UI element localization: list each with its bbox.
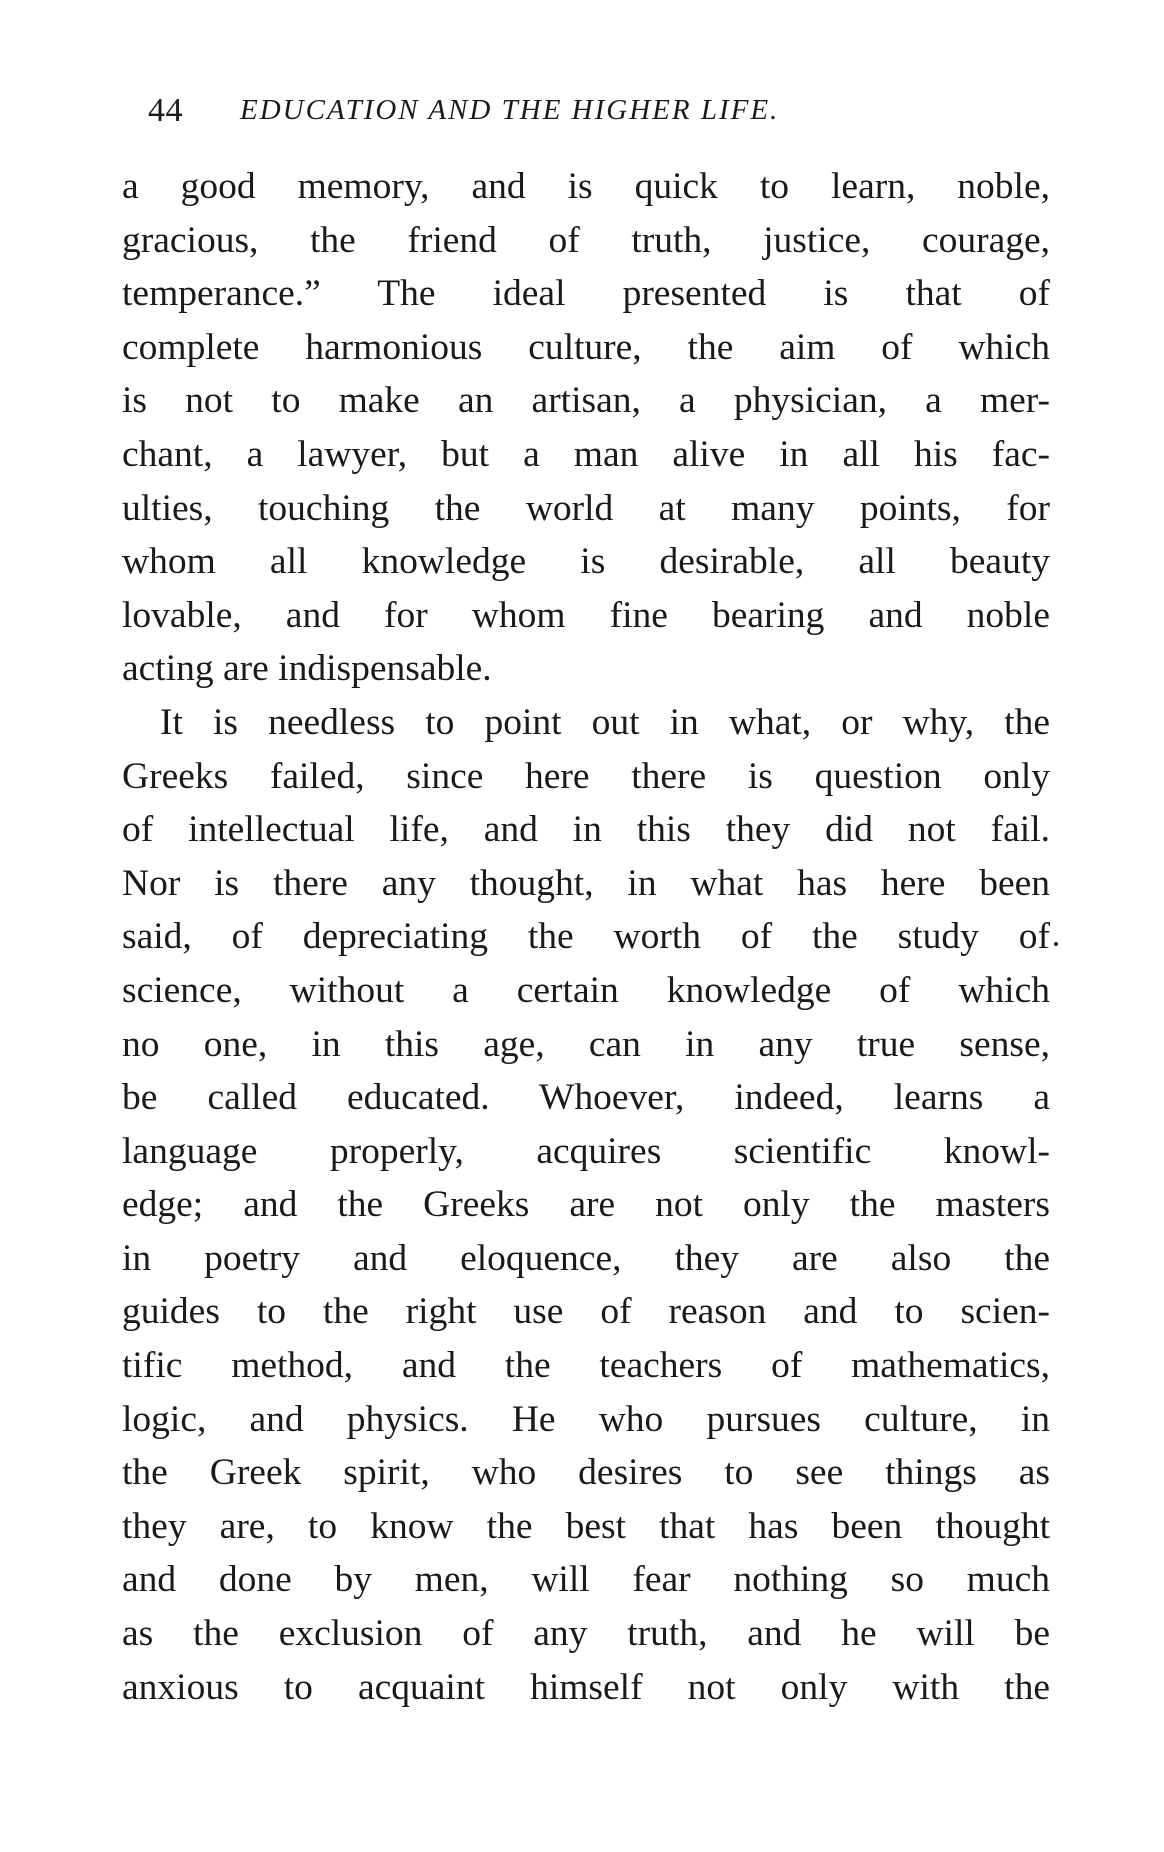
text-line: of intellectual life, and in this they did not fail. xyxy=(122,809,1050,851)
text-line: whom all knowledge is desirable, all beauty xyxy=(122,541,1050,583)
text-line: they are, to know the best that has been thought xyxy=(122,1505,1050,1547)
paragraph-end-line: acting are indispensable. xyxy=(122,648,492,690)
text-line: gracious, the friend of truth, justice, courage, xyxy=(122,219,1050,261)
text-line: no one, in this age, can in any true sense, xyxy=(122,1023,1050,1065)
text-line: ulties, touching the world at many points, for xyxy=(122,487,1050,529)
text-line: said, of depreciating the worth of the study of xyxy=(122,916,1050,958)
ink-speck xyxy=(1054,942,1058,946)
text-line: in poetry and eloquence, they are also the xyxy=(122,1237,1050,1279)
text-line: the Greek spirit, who desires to see things as xyxy=(122,1452,1050,1494)
page-number: 44 xyxy=(148,92,183,129)
body-text xyxy=(122,160,1050,1714)
text-line: as the exclusion of any truth, and he will be xyxy=(122,1613,1050,1655)
text-line: lovable, and for whom fine bearing and noble xyxy=(122,594,1050,636)
text-line: guides to the right use of reason and to scien- xyxy=(122,1291,1050,1333)
text-line: a good memory, and is quick to learn, noble, xyxy=(122,166,1050,207)
text-line: Nor is there any thought, in what has here been xyxy=(122,862,1050,904)
text-line: be called educated. Whoever, indeed, learns a xyxy=(122,1077,1050,1119)
paragraph-start-line: It is needless to point out in what, or why, the xyxy=(160,701,1050,743)
text-line: tific method, and the teachers of mathematics, xyxy=(122,1345,1050,1387)
text-line: anxious to acquaint himself not only with the xyxy=(122,1666,1050,1708)
text-line: logic, and physics. He who pursues culture, in xyxy=(122,1398,1050,1440)
text-line: temperance.” The ideal presented is that of xyxy=(122,273,1050,315)
text-line: language properly, acquires scientific knowl- xyxy=(122,1130,1050,1172)
running-title: EDUCATION AND THE HIGHER LIFE. xyxy=(240,94,780,126)
text-line: complete harmonious culture, the aim of which xyxy=(122,326,1050,368)
text-line: Greeks failed, since here there is question only xyxy=(122,755,1050,797)
text-line: science, without a certain knowledge of which xyxy=(122,969,1050,1011)
text-line: edge; and the Greeks are not only the masters xyxy=(122,1184,1050,1226)
text-line: and done by men, will fear nothing so much xyxy=(122,1559,1050,1601)
text-line: is not to make an artisan, a physician, a mer- xyxy=(122,380,1050,422)
text-line: chant, a lawyer, but a man alive in all his fac- xyxy=(122,433,1050,475)
running-header xyxy=(148,92,988,136)
